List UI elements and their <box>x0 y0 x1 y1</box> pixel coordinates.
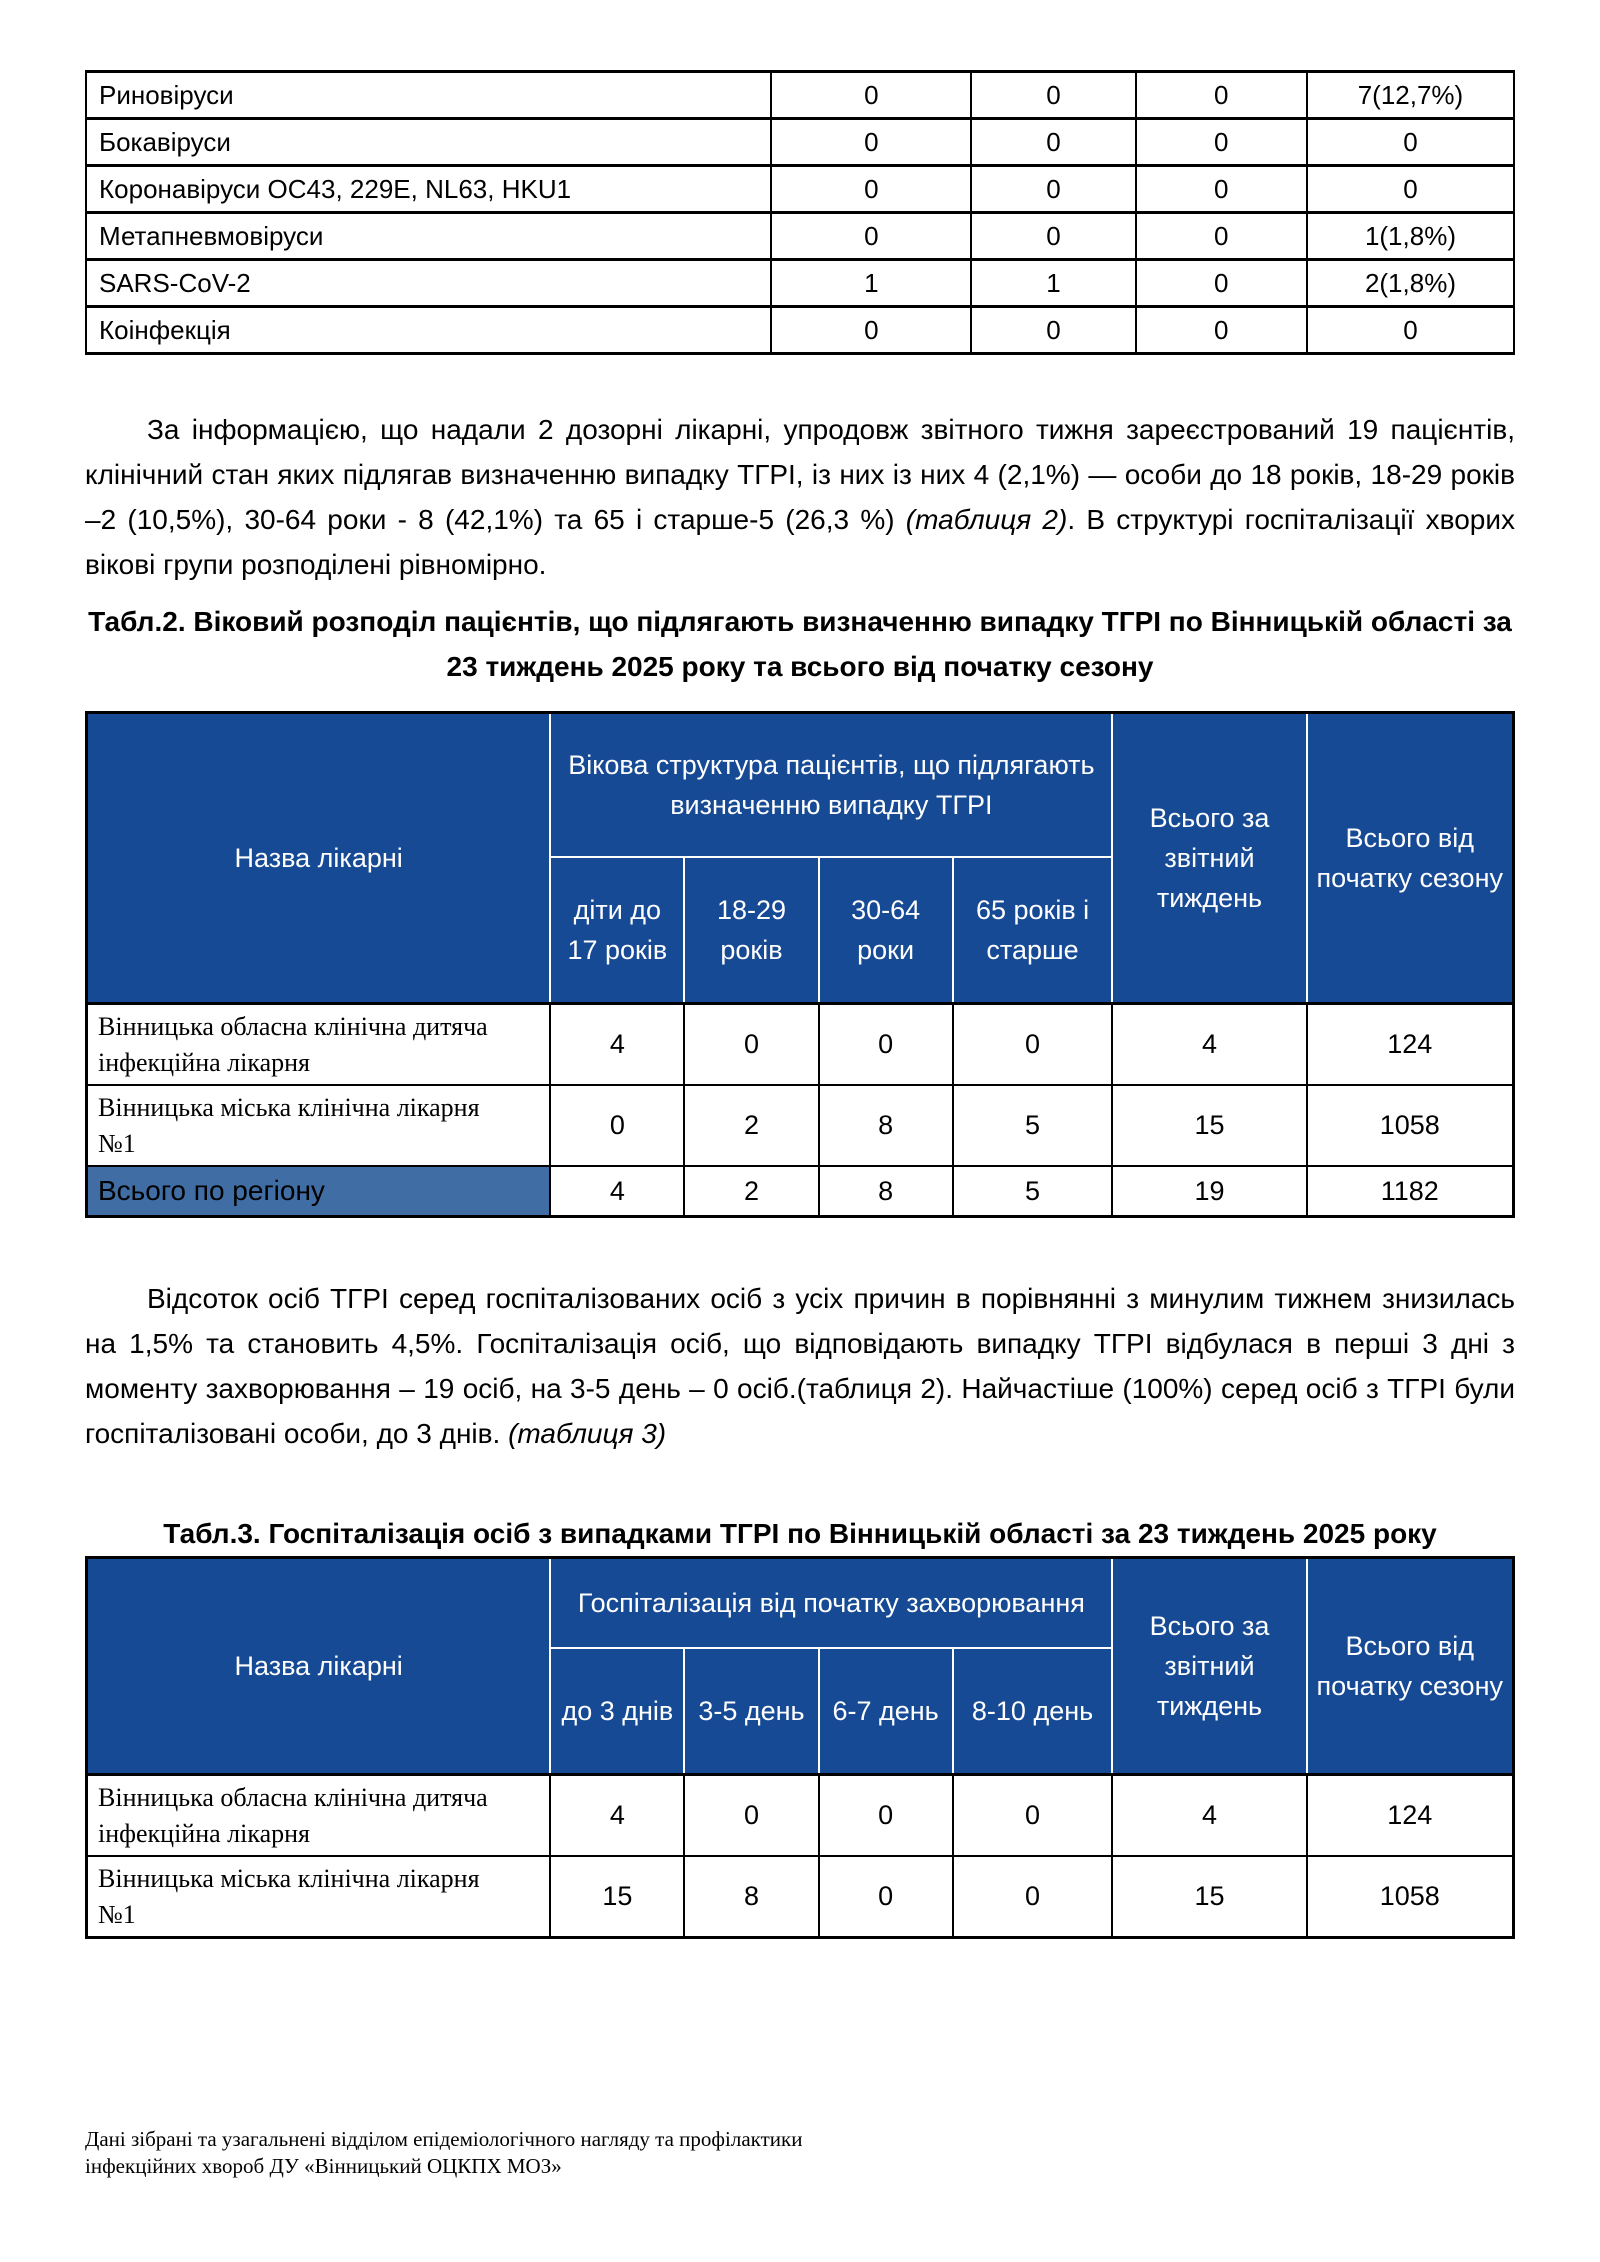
value-cell: 1 <box>771 260 971 307</box>
value-cell: 0 <box>971 213 1135 260</box>
value-cell: 1058 <box>1307 1856 1514 1938</box>
table-row-city-hospital <box>87 1856 1514 1938</box>
value-cell: 0 <box>953 1004 1113 1086</box>
table2-header-row <box>87 713 1514 858</box>
value-cell: 5 <box>953 1166 1113 1217</box>
value-cell: 4 <box>550 1775 684 1857</box>
value-cell: 0 <box>771 72 971 119</box>
header-age-18-29: 18-29 років <box>684 857 818 1004</box>
header-age-65-plus: 65 років і старше <box>953 857 1113 1004</box>
virus-detection-table <box>85 70 1515 355</box>
hospital-name-cell: Вінницька міська клінічна лікарня №1 <box>87 1856 551 1938</box>
virus-row-bocavirus <box>86 119 1514 166</box>
value-cell: 2 <box>684 1166 818 1217</box>
paragraph-surveillance-summary <box>85 407 1515 587</box>
value-cell: 1058 <box>1307 1085 1514 1166</box>
value-cell: 0 <box>684 1775 818 1857</box>
value-cell: 0 <box>971 72 1135 119</box>
header-age-30-64: 30-64 роки <box>819 857 953 1004</box>
value-cell: 15 <box>550 1856 684 1938</box>
header-hospital-name: Назва лікарні <box>87 1558 551 1775</box>
value-cell: 19 <box>1112 1166 1306 1217</box>
hospitalization-timing-table <box>85 1556 1515 1939</box>
virus-row-metapneumovirus <box>86 213 1514 260</box>
hospital-name-cell: Вінницька обласна клінічна дитяча інфекційна лікарня <box>87 1775 551 1857</box>
paragraph-italic-ref: (таблиця 3) <box>508 1418 667 1449</box>
value-cell: 0 <box>771 213 971 260</box>
virus-name-cell: SARS-CoV-2 <box>86 260 771 307</box>
virus-row-coronavirus <box>86 166 1514 213</box>
value-cell: 2(1,8%) <box>1307 260 1514 307</box>
virus-name-cell: Коронавіруси OC43, 229E, NL63, HKU1 <box>86 166 771 213</box>
header-total-week: Всього за звітний тиждень <box>1112 713 1306 1004</box>
table-row-region-total <box>87 1166 1514 1217</box>
header-hospital-name: Назва лікарні <box>87 713 551 1004</box>
value-cell: 0 <box>971 307 1135 354</box>
value-cell: 8 <box>684 1856 818 1938</box>
virus-name-cell: Метапневмовіруси <box>86 213 771 260</box>
virus-name-cell: Коінфекція <box>86 307 771 354</box>
value-cell: 0 <box>771 119 971 166</box>
header-day-3-5: 3-5 день <box>684 1648 818 1775</box>
value-cell: 0 <box>1136 307 1307 354</box>
value-cell: 4 <box>1112 1004 1306 1086</box>
value-cell: 0 <box>1136 166 1307 213</box>
value-cell: 4 <box>550 1166 684 1217</box>
value-cell: 0 <box>819 1004 953 1086</box>
header-age-0-17: діти до 17 років <box>550 857 684 1004</box>
value-cell: 1182 <box>1307 1166 1514 1217</box>
paragraph-hospitalization-summary <box>85 1276 1515 1456</box>
value-cell: 4 <box>1112 1775 1306 1857</box>
hospital-name-cell: Вінницька обласна клінічна дитяча інфекційна лікарня <box>87 1004 551 1086</box>
value-cell: 15 <box>1112 1085 1306 1166</box>
table3-header-row <box>87 1558 1514 1649</box>
value-cell: 0 <box>953 1856 1113 1938</box>
table-row-children-hospital <box>87 1004 1514 1086</box>
value-cell: 1(1,8%) <box>1307 213 1514 260</box>
value-cell: 0 <box>953 1775 1113 1857</box>
header-total-season: Всього від початку сезону <box>1307 1558 1514 1775</box>
value-cell: 8 <box>819 1085 953 1166</box>
value-cell: 5 <box>953 1085 1113 1166</box>
paragraph-italic-ref: (таблиця 2) <box>905 504 1068 535</box>
virus-row-coinfection <box>86 307 1514 354</box>
value-cell: 8 <box>819 1166 953 1217</box>
value-cell: 0 <box>1136 260 1307 307</box>
value-cell: 0 <box>1307 119 1514 166</box>
value-cell: 2 <box>684 1085 818 1166</box>
value-cell: 0 <box>550 1085 684 1166</box>
value-cell: 0 <box>819 1775 953 1857</box>
paragraph-text: Відсоток осіб ТГРІ серед госпіталізованих осіб з усіх причин в порівнянні з минулим тижнем знизилась на 1,5% та становить 4,5%. Госпіталізація осіб, що відповідають випадку ТГРІ відбулася в перші 3 дні з моменту захворювання – 19 осіб, на 3-5 день – 0 осіб.(таблиця 2). Найчастіше (100%) серед осіб з ТГРІ були госпіталізовані особи, до 3 днів. <box>85 1283 1515 1449</box>
value-cell: 4 <box>550 1004 684 1086</box>
value-cell: 0 <box>771 307 971 354</box>
header-day-0-3: до 3 днів <box>550 1648 684 1775</box>
table2-title: Табл.2. Віковий розподіл пацієнтів, що підлягають визначенню випадку ТГРІ по Вінницькій області за 23 тиждень 2025 року та всього від початку сезону <box>88 606 1512 682</box>
value-cell: 0 <box>1136 213 1307 260</box>
virus-name-cell: Бокавіруси <box>86 119 771 166</box>
header-day-6-7: 6-7 день <box>819 1648 953 1775</box>
hospital-name-cell: Вінницька міська клінічна лікарня №1 <box>87 1085 551 1166</box>
value-cell: 124 <box>1307 1775 1514 1857</box>
virus-row-rhinovirus <box>86 72 1514 119</box>
table-row-city-hospital <box>87 1085 1514 1166</box>
value-cell: 0 <box>1136 72 1307 119</box>
paragraph-text: . В структурі госпіталізації хворих вікові групи розподілені рівномірно. <box>85 504 1515 580</box>
value-cell: 0 <box>819 1856 953 1938</box>
value-cell: 0 <box>771 166 971 213</box>
header-total-season: Всього від початку сезону <box>1307 713 1514 1004</box>
value-cell: 0 <box>1307 166 1514 213</box>
page-content <box>85 70 1515 1939</box>
virus-row-sars-cov-2 <box>86 260 1514 307</box>
header-total-week: Всього за звітний тиждень <box>1112 1558 1306 1775</box>
value-cell: 0 <box>1136 119 1307 166</box>
header-day-8-10: 8-10 день <box>953 1648 1113 1775</box>
header-hospitalization-group: Госпіталізація від початку захворювання <box>550 1558 1112 1649</box>
table3-title: Табл.3. Госпіталізація осіб з випадками ТГРІ по Вінницькій області за 23 тиждень 2025 року <box>163 1518 1437 1549</box>
value-cell: 1 <box>971 260 1135 307</box>
value-cell: 0 <box>971 166 1135 213</box>
virus-name-cell: Риновіруси <box>86 72 771 119</box>
footer-data-source-note: Дані зібрані та узагальнені відділом епідеміологічного нагляду та профілактики інфекційних хвороб ДУ «Вінницький ОЦКПХ МОЗ» <box>85 2127 803 2178</box>
header-age-structure-group: Вікова структура пацієнтів, що підлягають визначенню випадку ТГРІ <box>550 713 1112 858</box>
value-cell: 124 <box>1307 1004 1514 1086</box>
age-distribution-table <box>85 711 1515 1218</box>
value-cell: 0 <box>684 1004 818 1086</box>
region-total-label: Всього по регіону <box>87 1166 551 1217</box>
value-cell: 0 <box>971 119 1135 166</box>
table-row-children-hospital <box>87 1775 1514 1857</box>
paragraph-text: За інформацією, що надали 2 дозорні лікарні, упродовж звітного тижня зареєстрований 19 пацієнтів, клінічний стан яких підлягав визначенню випадку ТГРІ, із них із них 4 (2,1%) — особи до 18 років, 18-29 років –2 (10,5%), 30-64 роки - 8 (42,1%) та 65 і старше-5 (26,3 %) <box>85 414 1515 535</box>
value-cell: 7(12,7%) <box>1307 72 1514 119</box>
value-cell: 15 <box>1112 1856 1306 1938</box>
value-cell: 0 <box>1307 307 1514 354</box>
